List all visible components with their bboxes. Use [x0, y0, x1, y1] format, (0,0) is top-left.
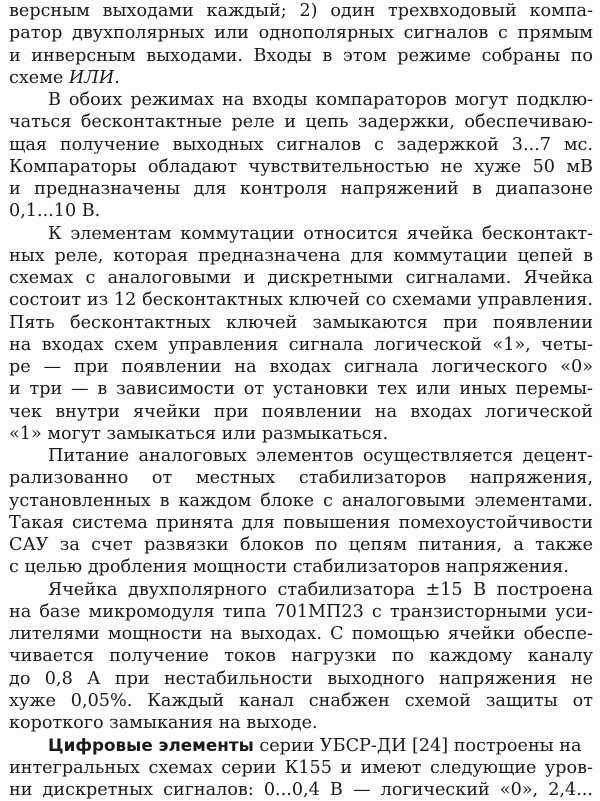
text-line: «1» могут замыкаться или размыкаться.: [9, 423, 389, 444]
emphasis-ili: ИЛИ: [68, 67, 115, 88]
text-line: состоит из 12 бесконтактных ключей со схемами управления.: [9, 290, 593, 311]
digital-elements-heading: Цифровые элементы: [48, 735, 254, 756]
text-line: ных реле, которая предназначена для коммутации цепей в: [9, 245, 593, 266]
text-line: В обоих режимах на входы компараторов могут подклю-: [48, 90, 593, 110]
text-line: до 0,8 А при нестабильности выходного напряжения не: [9, 668, 593, 689]
text-line: К элементам коммутации относится ячейка бесконтакт-: [48, 223, 593, 244]
text-line: ре — при появлении на входах сигнала логического «0»: [9, 357, 593, 377]
text-line: чек внутри ячейки при появлении на входах логической: [9, 401, 593, 422]
text-line: схеме ИЛИ.: [9, 67, 120, 88]
paragraph-switching-elements: [9, 223, 593, 446]
text-line: Ячейка двухполярного стабилизатора ±15 В построена: [48, 579, 593, 600]
text-line: рализованно от местных стабилизаторов напряжения,: [9, 468, 593, 489]
text-line: версным выходами каждый; 2) один трехвходовый компа-: [9, 1, 593, 21]
text-line: и три — в зависимости от установки тех или иных перемы-: [9, 379, 593, 400]
body-text: [9, 0, 593, 801]
text-line: Такая система принята для повышения помехоустойчивости: [9, 512, 593, 533]
text-line: ратор двухполярных или однополярных сигналов с прямым: [9, 23, 593, 44]
text-line: хуже 0,05%. Каждый канал снабжен схемой защиты от: [9, 690, 593, 711]
text-line: и предназначены для контроля напряжений в диапазоне: [9, 179, 593, 199]
text-line: и инверсным выходами. Входы в этом режиме собраны по: [9, 45, 593, 66]
text-line: на базе микромодуля типа 701МП23 с транзисторными уси-: [9, 601, 593, 622]
text-line: Пять бесконтактных ключей замыкаются при появлении: [9, 312, 593, 333]
text-line: 0,1...10 В.: [9, 201, 101, 222]
paragraph-comparator-inputs: [9, 89, 593, 223]
paragraph-power-supply: [9, 445, 593, 579]
text-line: интегральных схемах серии К155 и имеют следующие уров-: [9, 757, 593, 778]
text-line: чаться бесконтактные реле и цепь задержки, обеспечиваю-: [9, 112, 593, 133]
paragraph-comparator-modes: [9, 0, 593, 89]
text-line: чивается получение токов нагрузки по каждому каналу: [9, 646, 593, 667]
text-fragment: серии УБСР-ДИ [24] построены на: [259, 736, 582, 757]
text-line: [9, 734, 593, 756]
text-line: на входах схем управления сигнала логической «1», четы-: [9, 334, 593, 355]
paragraph-stabilizer-cell: [9, 579, 593, 735]
text-line: короткого замыкания на выходе.: [9, 713, 318, 733]
text-line: с целью дробления мощности стабилизаторов напряжения.: [9, 557, 569, 578]
text-line: установленных в каждом блоке с аналоговыми элементами.: [9, 490, 593, 511]
text-line: Питание аналоговых элементов осуществляется децент-: [48, 446, 593, 466]
text-line: Компараторы обладают чувствительностью не хуже 50 мВ: [9, 156, 593, 177]
text-line: лителями мощности на выходах. С помощью ячейки обеспе-: [9, 624, 593, 644]
text-line: ни дискретных сигналов: 0...0,4 В — логический «0», 2,4...: [9, 779, 593, 800]
text-line: САУ за счет развязки блоков по цепям питания, а также: [9, 535, 593, 555]
paragraph-digital-elements: [9, 734, 593, 801]
text-line: щая получение выходных сигналов с задержкой 3...7 мс.: [9, 134, 593, 155]
text-line: схемах с аналоговыми и дискретными сигналами. Ячейка: [9, 268, 593, 288]
